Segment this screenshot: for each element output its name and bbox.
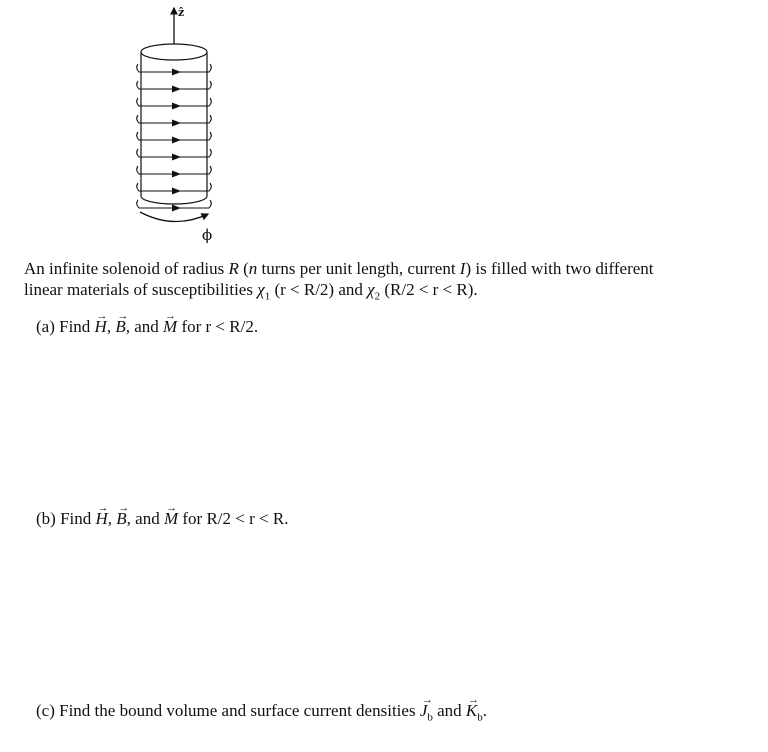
bound-subscript: b <box>427 711 433 724</box>
separator: , <box>107 509 117 528</box>
separator: , and <box>125 317 164 336</box>
question-c <box>36 700 487 728</box>
intro-text: An infinite solenoid of radius <box>24 259 229 278</box>
current-symbol: I <box>459 259 466 278</box>
chi-symbol: χ <box>257 280 265 299</box>
question-text: (c) Find the bound volume and surface current densities <box>36 701 420 720</box>
chi-subscript: 2 <box>374 290 381 303</box>
intro-text: turns per unit length, current <box>257 259 460 278</box>
current-arrow <box>172 69 181 76</box>
current-arrow <box>172 171 181 178</box>
z-axis-label: ẑ <box>178 6 185 19</box>
current-arrow <box>172 137 181 144</box>
intro-text: ( <box>238 259 249 278</box>
radius-symbol: R <box>228 259 239 278</box>
vector-k: → K <box>466 700 477 721</box>
chi-symbol: χ <box>367 280 375 299</box>
current-arrow <box>172 86 181 93</box>
period: . <box>482 701 487 720</box>
intro-text: ) is filled with two different <box>465 259 654 278</box>
question-condition: for r < R/2. <box>177 317 259 336</box>
problem-intro-line-1 <box>24 258 654 279</box>
vector-b: → B <box>116 508 126 529</box>
chi-subscript: 1 <box>264 290 271 303</box>
cylinder-bottom <box>141 196 207 204</box>
question-condition: for R/2 < r < R. <box>178 509 289 528</box>
question-b <box>36 508 288 529</box>
current-loops <box>137 64 212 212</box>
vector-j: → J <box>420 700 428 721</box>
vector-m: → M <box>163 316 177 337</box>
vector-b: → B <box>115 316 125 337</box>
cylinder-top <box>141 44 207 60</box>
vector-h: → H <box>95 316 107 337</box>
region-condition: (R/2 < r < R). <box>380 280 478 299</box>
vector-m: → M <box>164 508 178 529</box>
question-label: (a) Find <box>36 317 95 336</box>
region-condition: (r < R/2) and <box>270 280 368 299</box>
solenoid-figure <box>120 0 230 250</box>
phi-direction-arrow <box>140 212 208 222</box>
problem-intro-line-2 <box>24 279 478 307</box>
vector-h: → H <box>96 508 108 529</box>
turns-symbol: n <box>248 259 258 278</box>
separator: and <box>432 701 466 720</box>
current-arrow <box>172 188 181 195</box>
question-a <box>36 316 258 337</box>
current-arrow <box>172 154 181 161</box>
intro-text: linear materials of susceptibilities <box>24 280 258 299</box>
question-label: (b) Find <box>36 509 96 528</box>
separator: , and <box>126 509 164 528</box>
current-arrow <box>172 205 181 212</box>
current-arrow <box>172 103 181 110</box>
current-arrow <box>172 120 181 127</box>
phi-label: ϕ <box>202 226 213 244</box>
bound-subscript: b <box>477 711 483 724</box>
separator: , <box>106 317 116 336</box>
